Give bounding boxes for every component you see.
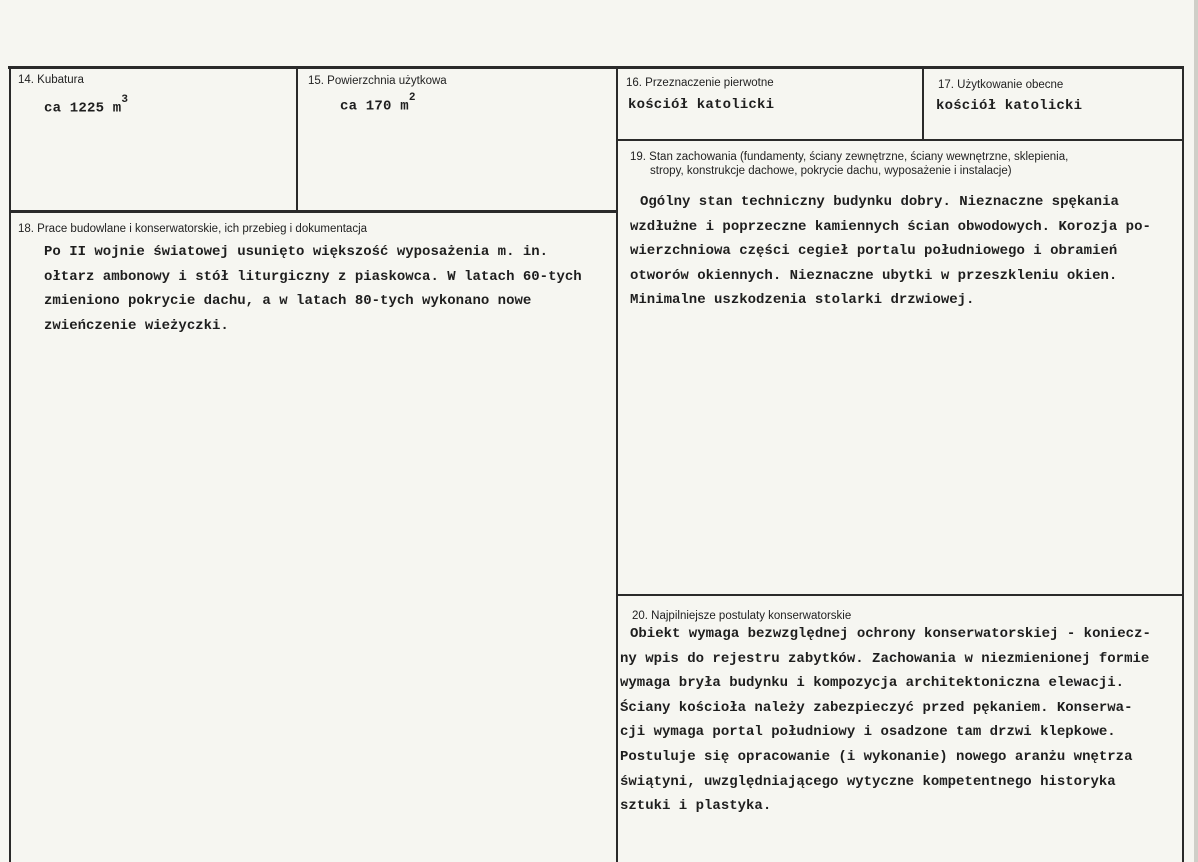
field-15-value-text: ca 170 m — [340, 98, 409, 115]
field-20-text — [620, 622, 1151, 819]
field-20-label: 20. Najpilniejsze postulaty konserwatorskie — [632, 610, 852, 622]
field-19-label-line1: 19. Stan zachowania (fundamenty, ściany zewnętrzne, ściany wewnętrzne, sklepienia, — [630, 151, 1069, 163]
field-20-line: sztuki i plastyka. — [620, 798, 772, 815]
field-19-line: wierzchniowa części cegieł portalu południowego i obramień — [630, 243, 1118, 259]
field-20-line: Obiekt wymaga bezwzględnej ochrony konserwatorskiej - koniecz- — [630, 626, 1151, 642]
field-14-value — [44, 94, 129, 117]
field-18-line: zmieniono pokrycie dachu, a w latach 80-tych wykonano nowe — [44, 293, 532, 309]
field-18-line: zwieńczenie wieżyczki. — [44, 317, 229, 334]
field-20-line: świątyni, uwzględniającego wytyczne kompetentnego historyka — [620, 773, 1116, 790]
field-20-line: wymaga bryła budynku i kompozycja architektoniczna elewacji. — [620, 675, 1125, 692]
field-18-label: 18. Prace budowlane i konserwatorskie, ich przebieg i dokumentacja — [18, 223, 368, 235]
field-19-line: Ogólny stan techniczny budynku dobry. Nieznaczne spękania — [640, 194, 1119, 210]
divider-row-16-19 — [616, 139, 1184, 141]
field-19-label-line2: stropy, konstrukcje dachowe, pokrycie dachu, wyposażenie i instalacje) — [650, 165, 1012, 177]
field-20-line: cji wymaga portal południowy i osadzone tam drzwi klepkowe. — [620, 724, 1116, 741]
field-20-line: Postuluje się opracowanie (i wykonanie) nowego aranżu wnętrza — [620, 748, 1133, 765]
field-17-value: kościół katolicki — [936, 98, 1083, 114]
field-19-line: wzdłużne i poprzeczne kamiennych ścian obwodowych. Korozja po- — [630, 218, 1151, 235]
field-14-superscript: 3 — [121, 94, 129, 106]
divider-16-17 — [922, 66, 924, 140]
divider-row-19-20 — [616, 594, 1184, 596]
scan-edge — [1194, 0, 1198, 862]
field-18-line: Po II wojnie światowej usunięto większość wyposażenia m. in. — [44, 244, 549, 260]
field-17-label: 17. Użytkowanie obecne — [938, 79, 1064, 91]
field-16-label: 16. Przeznaczenie pierwotne — [626, 77, 774, 89]
field-14-label: 14. Kubatura — [18, 74, 84, 86]
field-19-text — [630, 190, 1151, 313]
top-border — [8, 66, 1184, 69]
divider-14-15 — [296, 66, 298, 210]
left-border — [9, 66, 11, 862]
field-16-value: kościół katolicki — [628, 97, 775, 113]
field-20-line: Ściany kościoła należy zabezpieczyć przed pękaniem. Konserwa- — [620, 699, 1133, 716]
field-15-label: 15. Powierzchnia użytkowa — [308, 75, 447, 87]
field-18-text — [44, 240, 582, 338]
divider-15-16 — [616, 66, 618, 862]
field-19-line: otworów okiennych. Nieznaczne ubytki w przeszkleniu okien. — [630, 267, 1118, 284]
field-19-label — [630, 150, 1180, 178]
divider-row-14-18 — [9, 210, 618, 213]
field-19-line: Minimalne uszkodzenia stolarki drzwiowej. — [630, 292, 975, 308]
field-18-line: ołtarz ambonowy i stół liturgiczny z piaskowca. W latach 60-tych — [44, 268, 582, 285]
field-14-value-text: ca 1225 m — [44, 100, 122, 117]
field-15-value — [340, 92, 416, 115]
right-border — [1182, 66, 1184, 862]
field-15-superscript: 2 — [408, 92, 416, 104]
field-20-line: ny wpis do rejestru zabytków. Zachowania w niezmienionej formie — [620, 650, 1150, 667]
